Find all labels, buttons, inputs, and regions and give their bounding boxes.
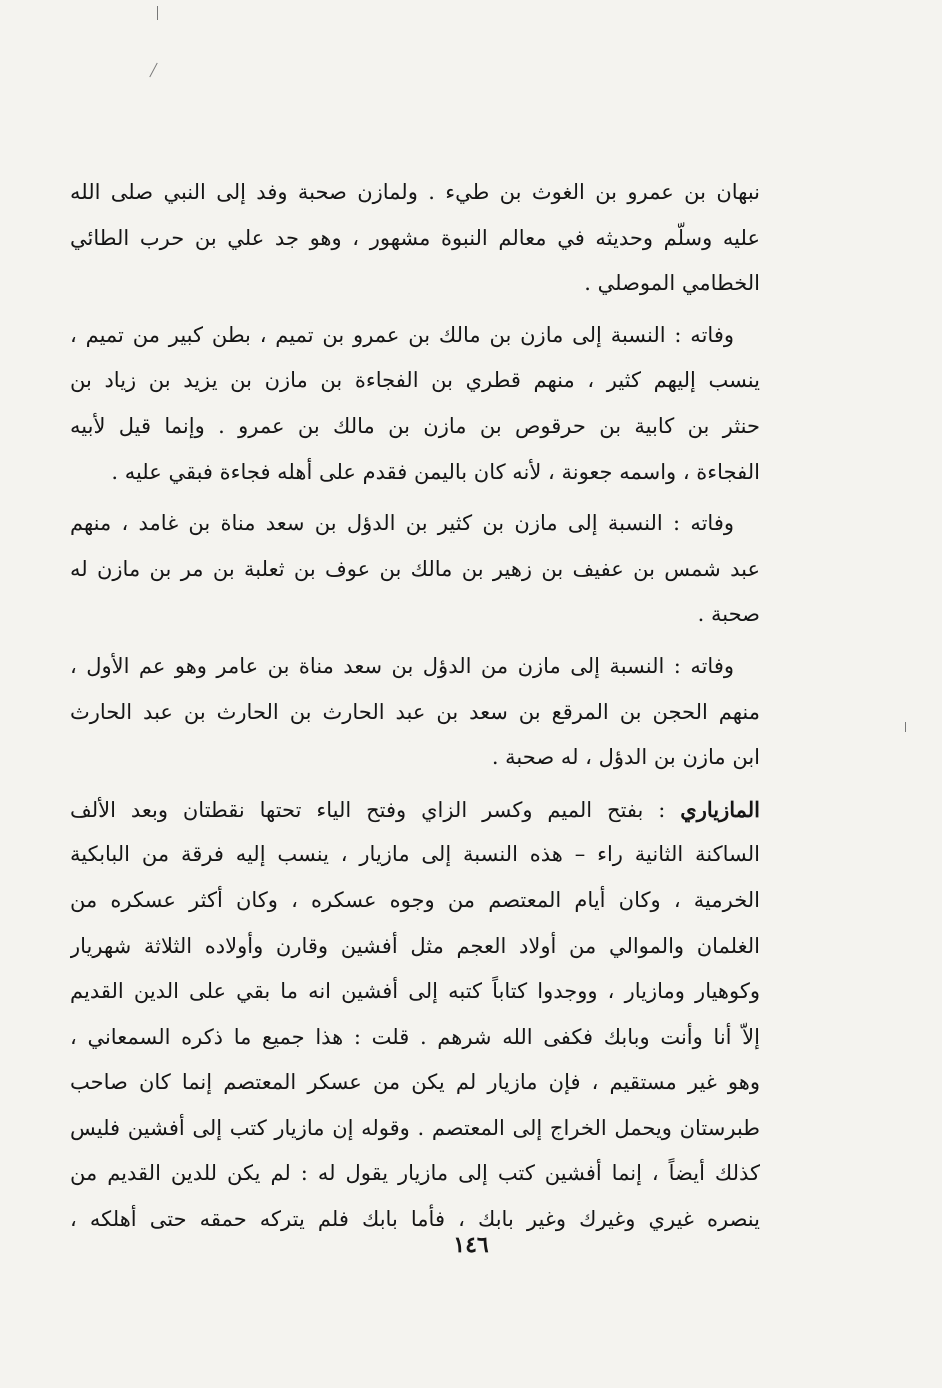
text-line: كذلك أيضاً ، إنما أفشين كتب إلى مازيار يقول له : لم يكن للدين القديم من <box>70 1161 760 1186</box>
entry-text <box>70 170 760 1243</box>
text-line: منهم الحجن بن المرقع بن سعد بن عبد الحارث بن الحارث بن عبد الحارث <box>70 699 760 724</box>
text-line <box>70 787 760 833</box>
text-line: وفاته : النسبة إلى مازن بن كثير بن الدؤل بن سعد مناة بن غامد ، منهم <box>70 511 734 536</box>
text-line: ينصره غيري وغيرك وغير بابك ، فأما بابك فلم يتركه حمقه حتى أهلكه ، <box>70 1207 760 1232</box>
text-line: حنثر بن كابية بن حرقوص بن مازن بن مالك بن عمرو . وإنما قيل لأبيه <box>70 413 760 438</box>
text-line: الفجاءة ، واسمه جعونة ، لأنه كان باليمن فقدم على أهله فجاءة فبقي عليه . <box>111 459 760 484</box>
text-line: وفاته : النسبة إلى مازن بن مالك بن عمرو بن تميم ، بطن كبير من تميم ، <box>70 322 734 347</box>
entry-definition: : بفتح الميم وكسر الزاي وفتح الياء تحتها نقطتان وبعد الألف <box>70 797 681 822</box>
scan-mark <box>149 63 157 78</box>
text-line: عبد شمس بن عفيف بن زهير بن مالك بن عوف بن ثعلبة بن مر بن مازن له <box>70 556 760 581</box>
text-line: وكوهيار ومازيار ، ووجدوا كتاباً كتبه إلى أفشين انه ما بقي على الدين القديم <box>70 979 760 1004</box>
text-line: نبهان بن عمرو بن الغوث بن طيء . ولمازن صحبة وفد إلى النبي صلى الله <box>70 180 760 204</box>
scan-mark <box>905 722 906 732</box>
entry-headword: المازياري <box>680 796 760 822</box>
text-line: الخرمية ، وكان أيام المعتصم من وجوه عسكره ، وكان أكثر عسكره من <box>70 887 760 912</box>
text-line: الغلمان والموالي من أولاد العجم مثل أفشين وقارن وأولاده الثلاثة شهريار <box>70 933 760 958</box>
page-number: ١٤٦ <box>453 1232 489 1258</box>
text-line: صحبة . <box>697 602 760 627</box>
text-line: طبرستان ويحمل الخراج إلى المعتصم . وقوله إن مازيار كتب إلى أفشين فليس <box>70 1115 760 1140</box>
text-line: وفاته : النسبة إلى مازن من الدؤل بن سعد مناة بن عامر وهو عم الأول ، <box>70 653 734 678</box>
text-line: إلاّ أنا وأنت وبابك فكفى الله شرهم . قلت : هذا جميع ما ذكره السمعاني ، <box>70 1024 760 1049</box>
text-line: عليه وسلّم وحديثه في معالم النبوة مشهور ، وهو جد علي بن حرب الطائي <box>70 225 760 250</box>
text-line: الساكنة الثانية راء – هذه النسبة إلى مازيار ، ينسب إليه فرقة من البابكية <box>70 842 760 867</box>
text-line: ينسب إليهم كثير ، منهم قطري بن الفجاءة بن مازن بن يزيد بن زياد بن <box>70 368 760 393</box>
text-line: الخطامي الموصلي . <box>584 271 760 296</box>
scan-mark <box>157 6 158 20</box>
text-line: ابن مازن بن الدؤل ، له صحبة . <box>491 745 760 770</box>
text-line: وهو غير مستقيم ، فإن مازيار لم يكن من عسكر المعتصم إنما كان صاحب <box>70 1070 760 1095</box>
